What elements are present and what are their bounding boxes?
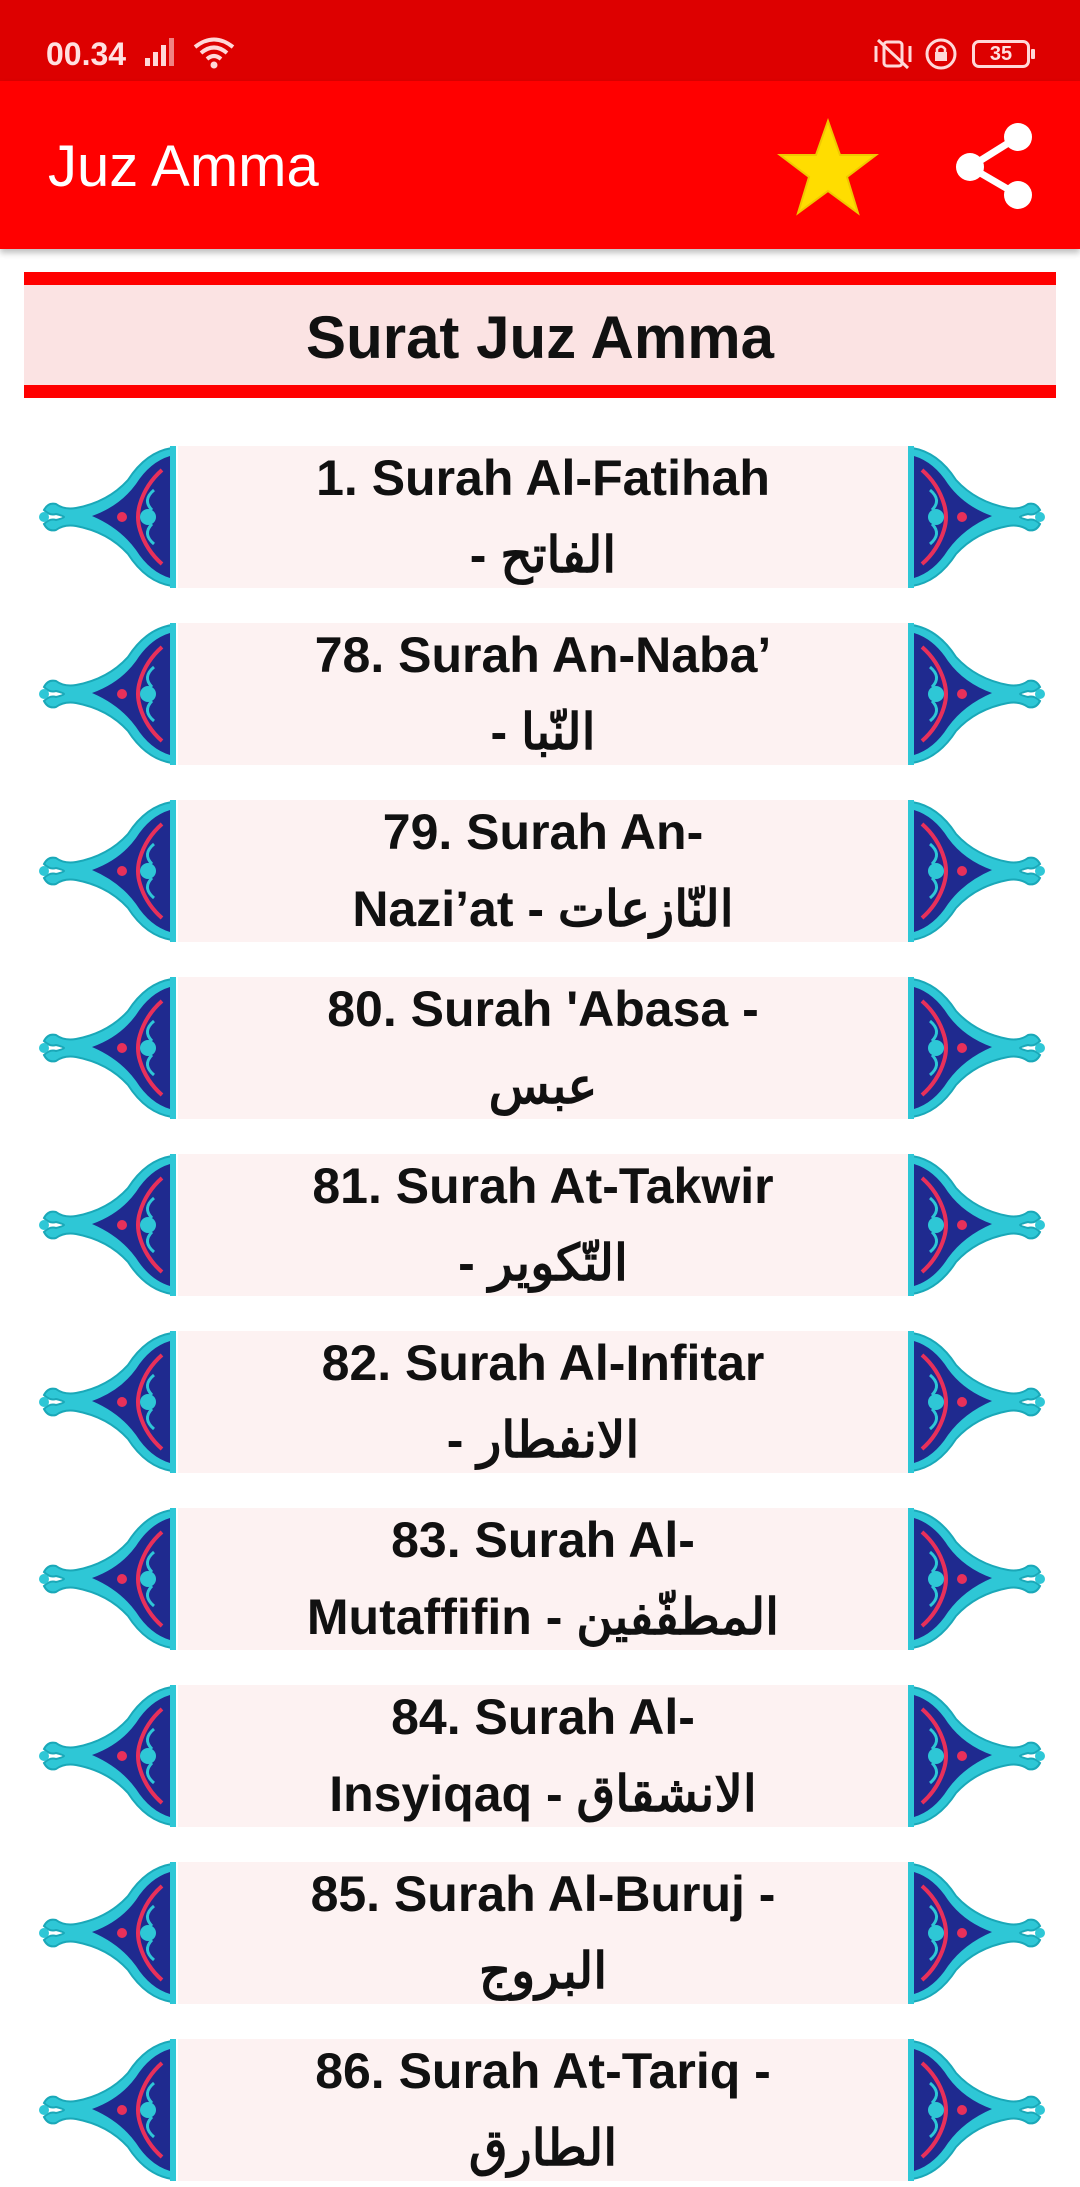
list-item[interactable] <box>0 1856 1080 2006</box>
ornament-right-icon <box>906 1152 1048 1298</box>
surah-label: 83. Surah Al- Mutaffifin - المطفّفين <box>306 1512 780 1645</box>
ornament-left-icon <box>36 1152 178 1298</box>
app-bar <box>0 81 1080 249</box>
surah-label: 82. Surah Al-Infitar - الانفطار <box>321 1335 765 1468</box>
list-item[interactable] <box>0 1679 1080 1829</box>
ornament-left-icon <box>36 444 178 590</box>
ornament-right-icon <box>906 1329 1048 1475</box>
ornament-right-icon <box>906 798 1048 944</box>
surah-label: 80. Surah 'Abasa - عبس <box>327 981 759 1114</box>
vibrate-mute-icon <box>872 38 914 70</box>
surah-label: 84. Surah Al- Insyiqaq - الانشقاق <box>329 1689 757 1822</box>
list-item[interactable] <box>0 1148 1080 1298</box>
ornament-left-icon <box>36 2037 178 2183</box>
ornament-left-icon <box>36 975 178 1121</box>
ornament-left-icon <box>36 1683 178 1829</box>
rotation-lock-icon <box>924 38 958 70</box>
ornament-right-icon <box>906 2037 1048 2183</box>
ornament-right-icon <box>906 1860 1048 2006</box>
list-item[interactable] <box>0 2033 1080 2183</box>
signal-icon <box>143 36 183 68</box>
surah-label: 85. Surah Al-Buruj - البروج <box>310 1866 776 1999</box>
ornament-left-icon <box>36 1860 178 2006</box>
share-icon[interactable] <box>952 121 1036 211</box>
ornament-left-icon <box>36 621 178 767</box>
list-item[interactable] <box>0 1502 1080 1652</box>
ornament-left-icon <box>36 1329 178 1475</box>
surah-label: 1. Surah Al-Fatihah - الفاتح <box>316 450 770 583</box>
ornament-left-icon <box>36 798 178 944</box>
list-item[interactable] <box>0 1325 1080 1475</box>
section-title: Surat Juz Amma <box>306 304 774 371</box>
ornament-right-icon <box>906 1506 1048 1652</box>
app-title: Juz Amma <box>48 134 319 199</box>
battery-icon: 35 <box>972 40 1030 68</box>
list-item[interactable] <box>0 971 1080 1121</box>
status-time: 00.34 <box>46 36 127 72</box>
ornament-right-icon <box>906 621 1048 767</box>
status-bar <box>0 0 1080 81</box>
surah-label: 81. Surah At-Takwir - التّكوير <box>312 1158 774 1291</box>
list-item[interactable] <box>0 617 1080 767</box>
ornament-right-icon <box>906 975 1048 1121</box>
surah-label: 86. Surah At-Tariq - الطارق <box>315 2043 771 2176</box>
ornament-right-icon <box>906 1683 1048 1829</box>
star-icon[interactable] <box>776 117 880 217</box>
list-item[interactable] <box>0 794 1080 944</box>
list-item[interactable] <box>0 440 1080 590</box>
section-header <box>24 272 1056 398</box>
wifi-icon <box>192 36 236 70</box>
surah-label: 78. Surah An-Naba’ - النّبا <box>314 627 772 760</box>
ornament-right-icon <box>906 444 1048 590</box>
ornament-left-icon <box>36 1506 178 1652</box>
surah-label: 79. Surah An- Nazi’at - النّازعات <box>352 804 734 937</box>
